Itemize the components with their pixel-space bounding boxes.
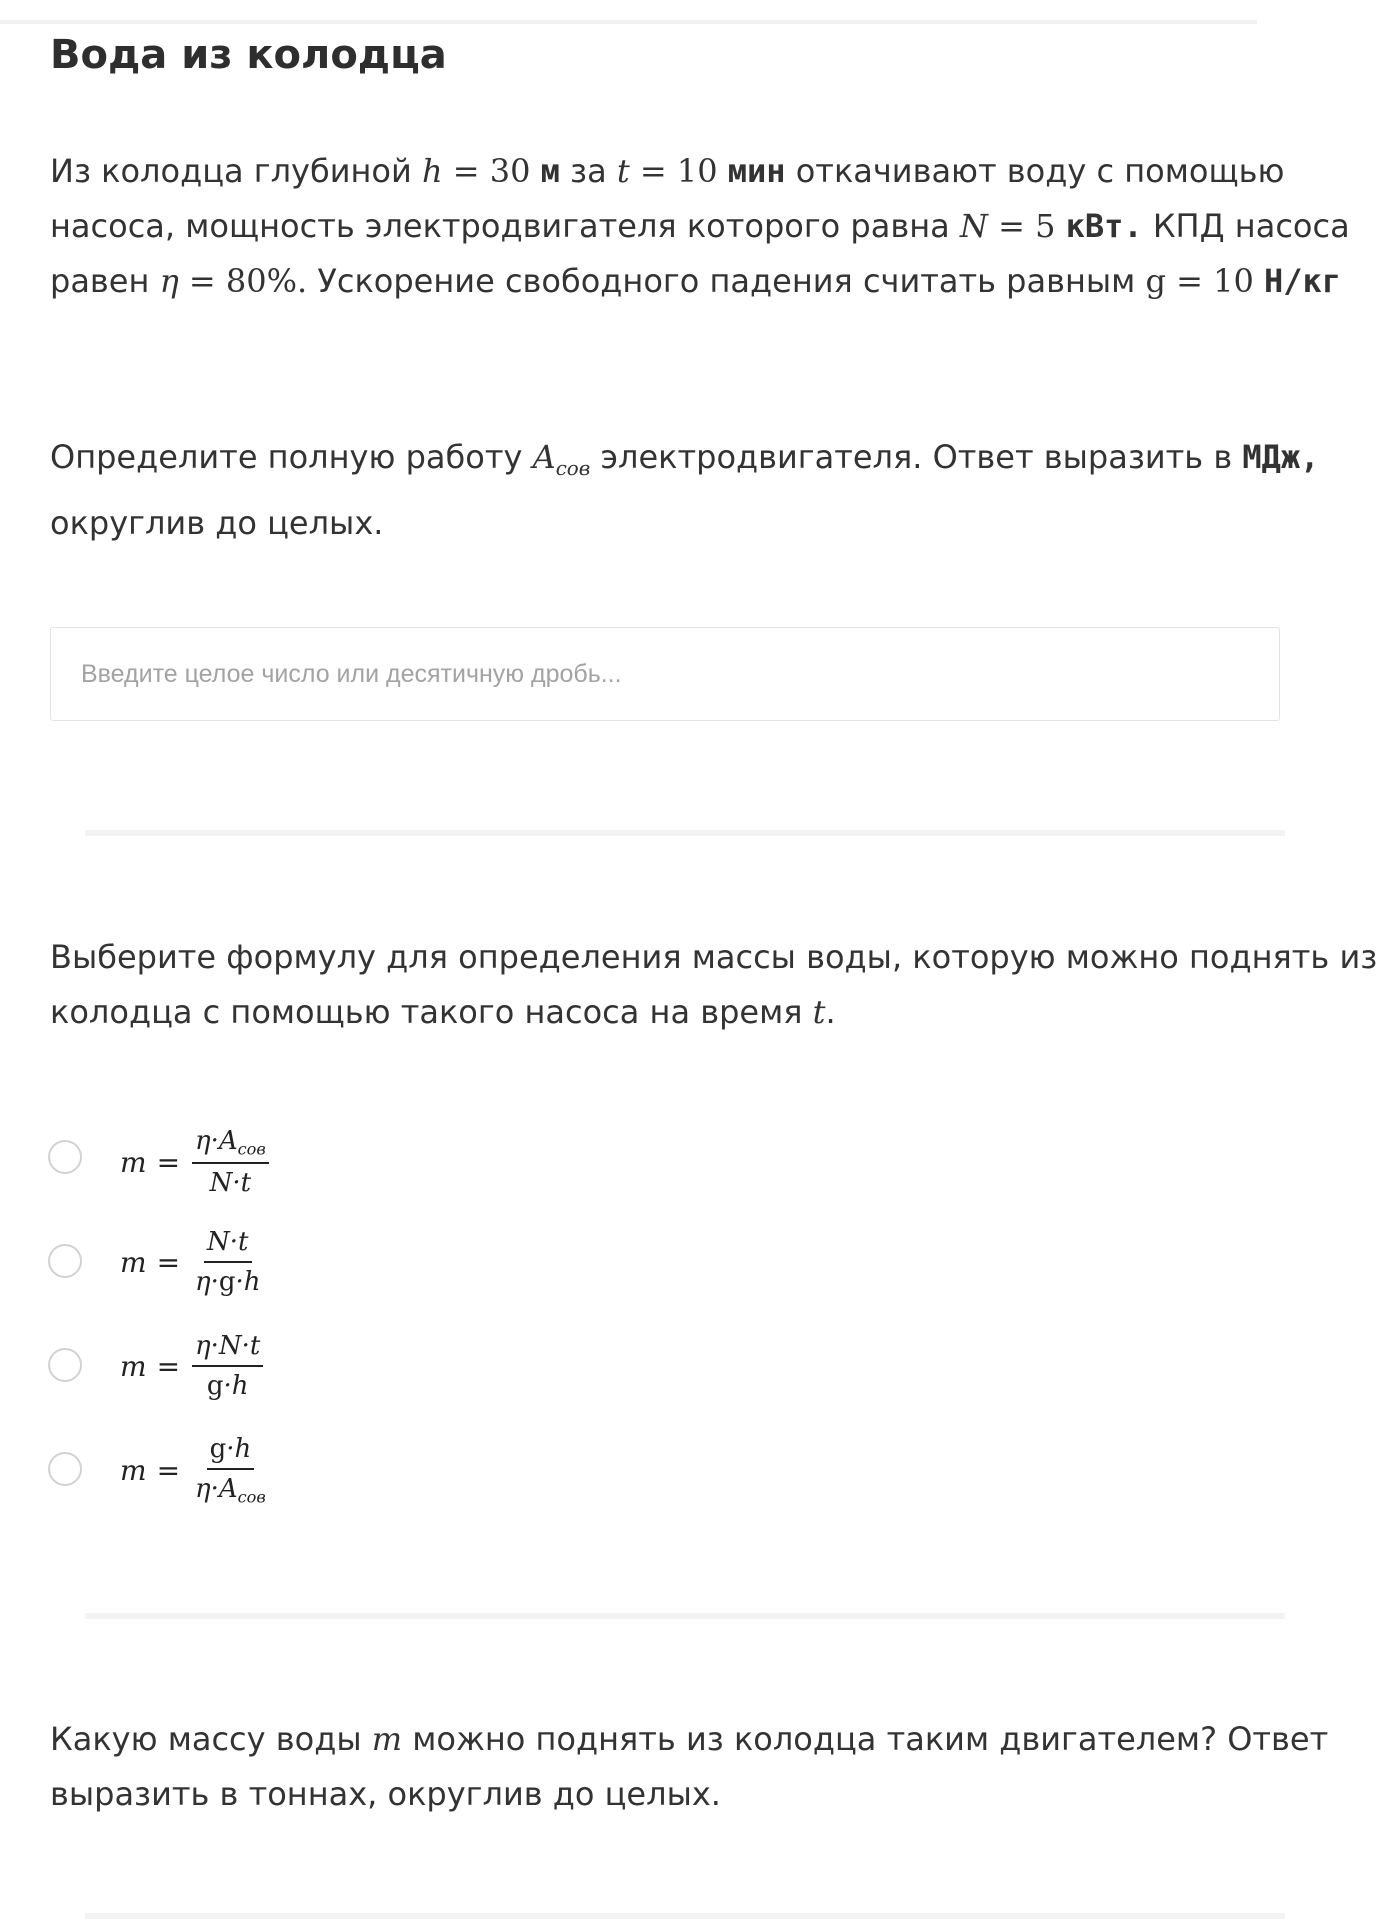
- formula: m = $\frac{\eta\cdot A_{сов}}{N\cdot t}$: [120, 1122, 269, 1202]
- formula: m = $\frac{N\cdot t}{\eta\cdot g\cdot h}$: [120, 1227, 261, 1297]
- radio-button[interactable]: [48, 1452, 82, 1486]
- question-2-line-1: Выберите формулу для определения массы воды, которую можно поднять из: [50, 938, 1377, 976]
- problem-line-3: равен η = 80%. Ускорение свободного падения считать равным g = 10 Н/кг: [50, 262, 1342, 300]
- page-title: Вода из колодца: [50, 32, 447, 78]
- radio-button[interactable]: [48, 1348, 82, 1382]
- top-divider: [0, 20, 1257, 24]
- section-divider: [85, 1913, 1285, 1919]
- radio-button[interactable]: [48, 1140, 82, 1174]
- question-1: [50, 430, 1319, 551]
- formula-option-4[interactable]: [48, 1430, 448, 1510]
- answer-input-work[interactable]: [50, 627, 1280, 721]
- question-3: [50, 1712, 1328, 1822]
- question-2-line-2: колодца с помощью такого насоса на время t.: [50, 993, 836, 1031]
- formula-option-2[interactable]: [48, 1222, 448, 1302]
- problem-statement: [50, 144, 1350, 309]
- section-divider: [85, 830, 1285, 836]
- question-3-line-1: Какую массу воды m можно поднять из колодца таким двигателем? Ответ: [50, 1720, 1329, 1758]
- problem-line-2: насоса, мощность электродвигателя которого равна N = 5 кВт. КПД насоса: [50, 207, 1350, 245]
- question-2: [50, 930, 1377, 1040]
- formula: m = $\frac{\eta\cdot N\cdot t}{g\cdot h}$: [120, 1326, 263, 1406]
- formula-option-3[interactable]: [48, 1326, 448, 1406]
- question-3-line-2: выразить в тоннах, округлив до целых.: [50, 1775, 721, 1813]
- section-divider: [85, 1613, 1285, 1619]
- formula: m = $\frac{g\cdot h}{\eta\cdot A_{сов}}$: [120, 1433, 266, 1507]
- problem-line-1: Из колодца глубиной h = 30 м за t = 10 мин откачивают воду с помощью: [50, 152, 1285, 190]
- question-1-line-2: округлив до целых.: [50, 503, 384, 542]
- formula-option-1[interactable]: [48, 1122, 448, 1202]
- radio-button[interactable]: [48, 1244, 82, 1278]
- question-1-line-1: Определите полную работу $A_{сов}$ электродвигателя. Ответ выразить в МДж,: [50, 438, 1320, 480]
